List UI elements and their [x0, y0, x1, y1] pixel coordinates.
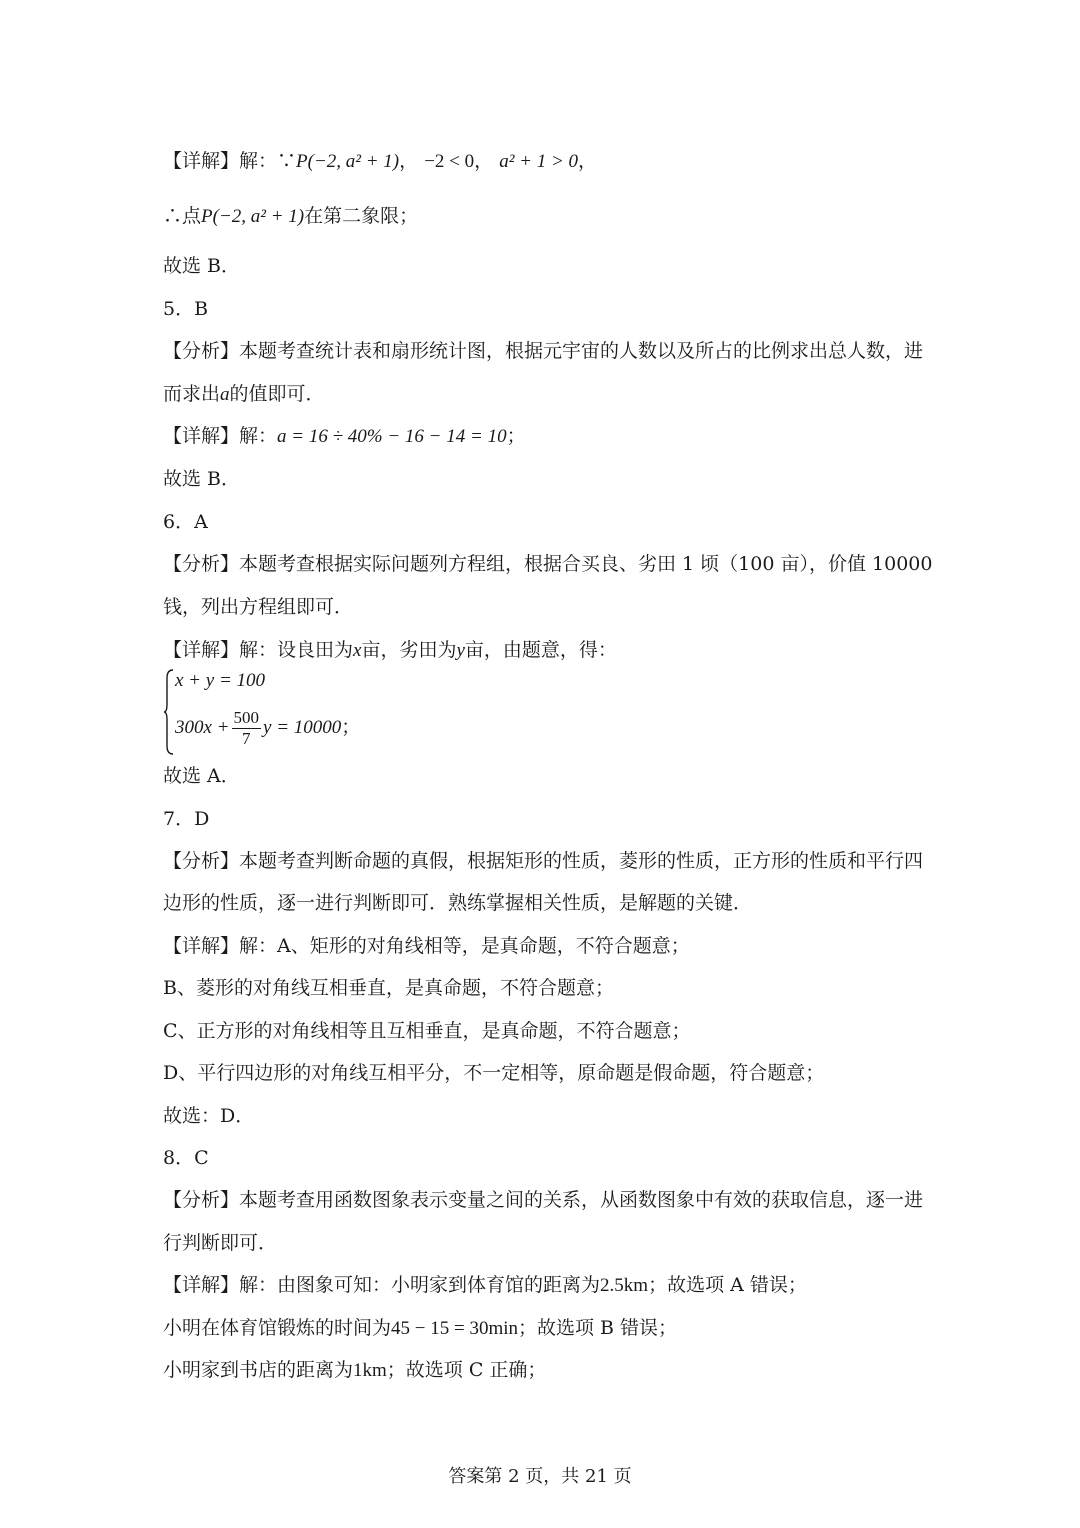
inequality-2: a² + 1 > 0: [499, 151, 579, 172]
detail-label: 【详解】: [163, 150, 240, 172]
separator: ，: [474, 150, 494, 172]
q7-detail-a: [163, 932, 690, 960]
q5-answer: 故选 B．: [163, 468, 241, 490]
q7-analysis-line-1: [163, 847, 923, 875]
q8-analysis-line-1: [163, 1186, 923, 1214]
analysis-text: 而求出: [163, 383, 221, 405]
distance-value: 2.5km: [600, 1275, 649, 1296]
left-brace-icon: [163, 668, 175, 756]
q7-title: 7．D: [163, 808, 210, 830]
analysis-label: 【分析】: [163, 553, 240, 575]
analysis-text: 本题考查统计表和扇形统计图，根据元宇宙的人数以及所占的比例求出总人数，进: [239, 340, 924, 362]
fraction: [232, 708, 262, 749]
q4-conclusion-line: [163, 202, 418, 231]
conclusion-suffix: 在第二象限；: [304, 205, 419, 227]
page-footer: 答案第 2 页，共 21 页: [448, 1466, 632, 1487]
equation-2-suffix: y = 10000: [263, 716, 342, 738]
variable-x: x: [353, 640, 362, 661]
q5-detail-line: [163, 422, 526, 451]
q5-title: 5．B: [163, 298, 209, 320]
q6-analysis-line-2: 钱，列出方程组即可．: [163, 596, 354, 618]
point-expression: P(−2, a² + 1): [296, 151, 400, 172]
conclusion-prefix: ∴点: [163, 205, 202, 227]
inequality-1: −2 < 0: [424, 151, 475, 172]
equation-2-prefix: 300x +: [175, 716, 230, 738]
q7-detail-c: C、正方形的对角线相等且互相垂直，是真命题，不符合题意；: [163, 1020, 691, 1042]
q7-detail-b: B、菱形的对角线互相垂直，是真命题，不符合题意；: [163, 977, 614, 999]
q6-answer: 故选 A．: [163, 765, 240, 787]
variable-y: y: [456, 640, 465, 661]
detail-text: 解：A、矩形的对角线相等，是真命题，不符合题意；: [239, 935, 690, 957]
q5-analysis-line-2: [163, 380, 325, 409]
q8-analysis-line-2: 行判断即可．: [163, 1232, 278, 1254]
q4-answer: 故选 B．: [163, 255, 241, 277]
detail-label: 【详解】: [163, 425, 240, 447]
q8-detail-c: [163, 1356, 546, 1385]
distance-value: 1km: [353, 1360, 387, 1381]
equation-1-text: x + y = 100: [175, 670, 266, 691]
q8-detail-a: [163, 1271, 807, 1300]
detail-text: ；故选项 C 正确；: [386, 1359, 547, 1381]
variable-a: a: [220, 384, 230, 405]
q8-title: 8．C: [163, 1147, 209, 1169]
point-expression: P(−2, a² + 1): [201, 206, 305, 227]
analysis-text: 本题考查用函数图象表示变量之间的关系，从函数图象中有效的获取信息，逐一进: [239, 1189, 924, 1211]
detail-text: ；故选项 B 错误；: [518, 1317, 678, 1339]
detail-label: 【详解】: [163, 1274, 240, 1296]
fraction-numerator: 500: [233, 708, 260, 727]
q7-answer: 故选：D．: [163, 1105, 255, 1127]
detail-text: 小明在体育馆锻炼的时间为: [163, 1317, 392, 1339]
detail-text: ；故选项 A 错误；: [648, 1274, 807, 1296]
separator: ；: [506, 425, 526, 447]
equation-2: [175, 708, 360, 749]
detail-text: 解：由图象可知：小明家到体育馆的距离为: [239, 1274, 601, 1296]
detail-text: 亩，由题意，得：: [464, 639, 617, 661]
detail-intro: 解：∵: [239, 150, 297, 172]
q7-analysis-line-2: 边形的性质，逐一进行判断即可．熟练掌握相关性质，是解题的关键．: [163, 892, 753, 914]
detail-text: 小明家到书店的距离为: [163, 1359, 354, 1381]
q4-detail-line: [163, 147, 597, 176]
time-calculation: 45 − 15 = 30min: [391, 1318, 519, 1339]
q6-analysis-line-1: [163, 550, 932, 578]
detail-text: 解：设良田为: [239, 639, 354, 661]
fraction-denominator: 7: [242, 729, 251, 748]
separator: ，: [399, 150, 419, 172]
detail-label: 【详解】: [163, 639, 240, 661]
analysis-label: 【分析】: [163, 1189, 240, 1211]
separator: ；: [341, 716, 361, 738]
q5-analysis-line-1: [163, 337, 923, 365]
analysis-label: 【分析】: [163, 340, 240, 362]
detail-text: 亩，劣田为: [361, 639, 457, 661]
analysis-text: 本题考查根据实际问题列方程组，根据合买良、劣田 1 顷（100 亩），价值 10000: [239, 553, 933, 575]
analysis-label: 【分析】: [163, 850, 240, 872]
q7-detail-d: D、平行四边形的对角线互相平分，不一定相等，原命题是假命题，符合题意；: [163, 1062, 825, 1084]
detail-label: 【详解】: [163, 935, 240, 957]
equation-system: [163, 668, 423, 756]
calculation: a = 16 ÷ 40% − 16 − 14 = 10: [277, 426, 507, 447]
analysis-text: 本题考查判断命题的真假，根据矩形的性质，菱形的性质，正方形的性质和平行四: [239, 850, 924, 872]
analysis-text: 的值即可．: [229, 383, 325, 405]
q6-title: 6．A: [163, 511, 208, 533]
q6-detail-line: [163, 636, 617, 665]
separator: ，: [578, 150, 598, 172]
detail-intro: 解：: [239, 425, 278, 447]
q8-detail-b: [163, 1314, 677, 1343]
equation-1: [175, 670, 265, 692]
